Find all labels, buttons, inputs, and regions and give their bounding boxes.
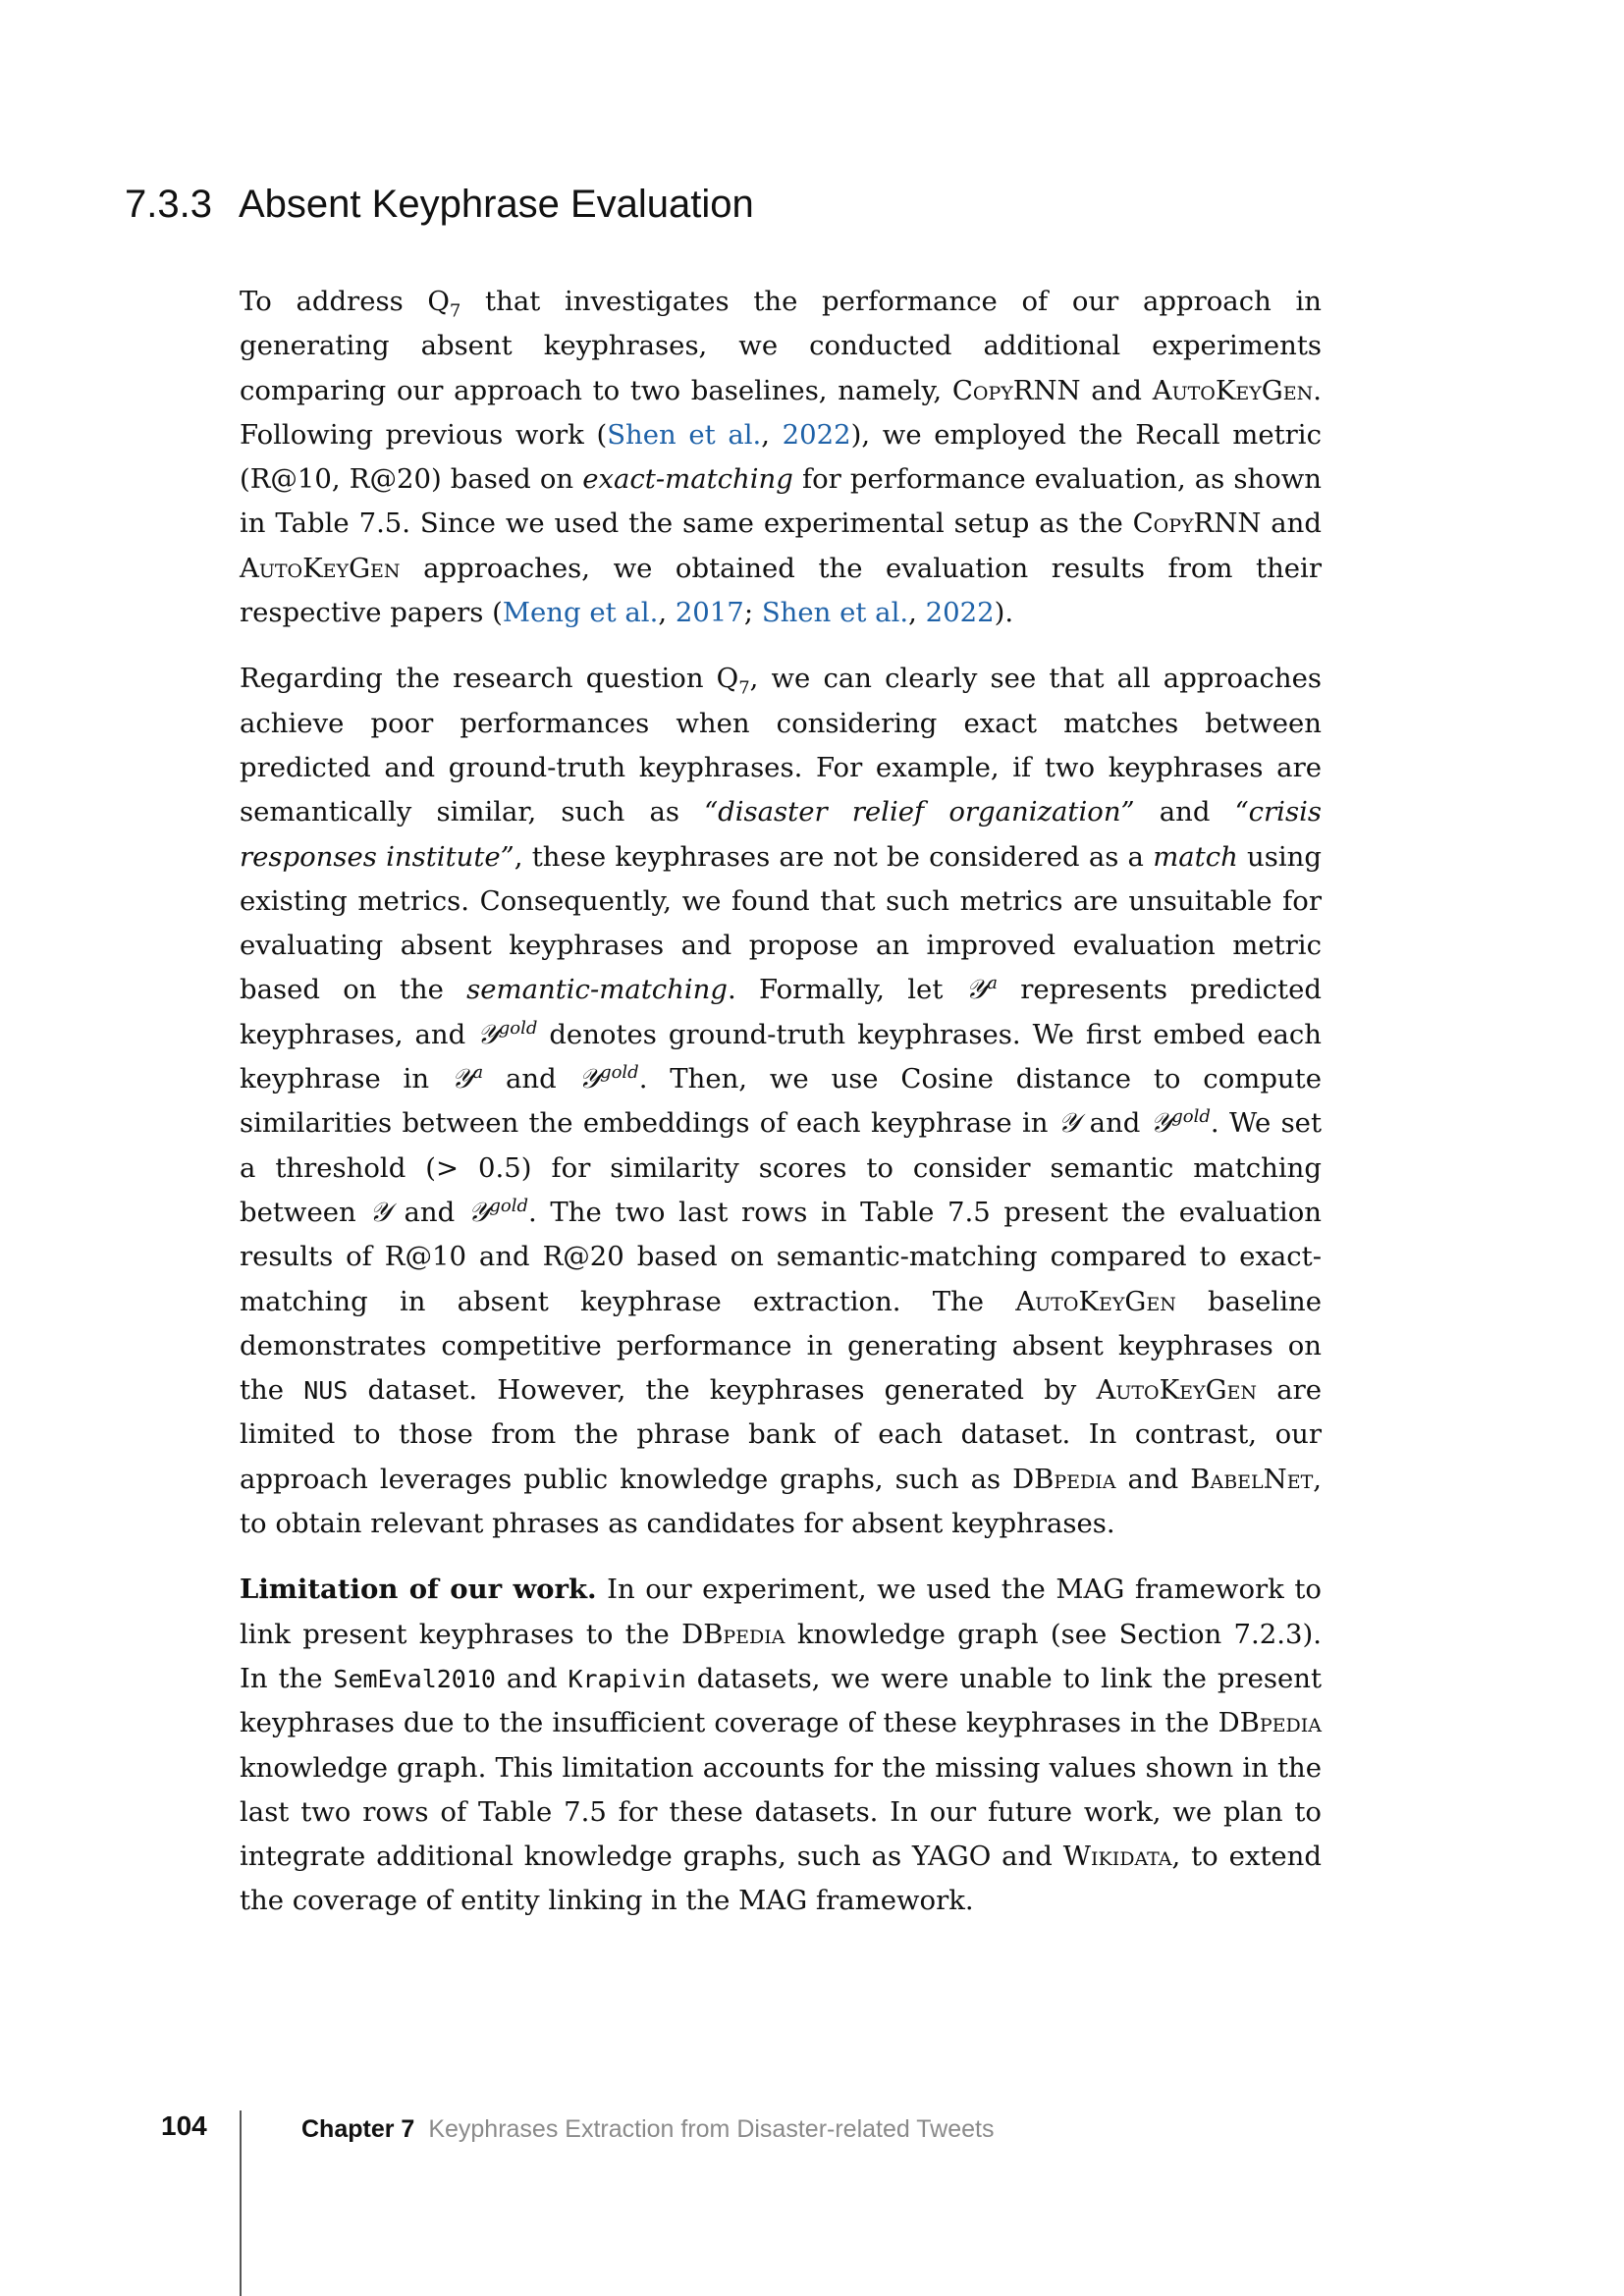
chapter-title: Keyphrases Extraction from Disaster-related Tweets xyxy=(428,2115,995,2143)
citation-link[interactable]: 2022 xyxy=(782,418,851,451)
paragraph-limitation: Limitation of our work. In our experiment, we used the MAG framework to link present keyphrases to the DBpedia knowledge graph (see Section 7.2.3). In the SemEval2010 and Krapivin datasets, we were unable to link the present keyphrases due to the insufficient coverage of these keyphrases in the DBpedia knowledge graph. This limitation accounts for the missing values shown in the last two rows of Table 7.5 for these datasets. In our future work, we plan to integrate additional knowledge graphs, such as YAGO and Wikidata, to extend the coverage of entity linking in the MAG framework. xyxy=(240,1574,1322,1917)
page-number: 104 xyxy=(161,2110,207,2141)
chapter-label: Chapter 7 xyxy=(301,2115,415,2143)
citation-link[interactable]: Meng et al. xyxy=(502,597,659,629)
citation-link[interactable]: Shen et al. xyxy=(761,597,909,629)
running-footer xyxy=(301,2115,994,2144)
autokeygen-name: AutoKeyGen xyxy=(1152,374,1314,406)
dataset-name: SemEval2010 xyxy=(333,1664,496,1693)
section-title: Absent Keyphrase Evaluation xyxy=(239,183,754,226)
copyrnn-name: CopyRNN xyxy=(951,374,1081,406)
dataset-name: NUS xyxy=(303,1376,349,1406)
paragraph-research-question: Regarding the research question $Q_7$, we can clearly see that all approaches achieve poor performances when considering exact matches between predicted and ground-truth keyphrases. For example, if two keyphrases are semantically similar, such as “disaster relief organization” and “crisis responses institute”, these keyphrases are not be considered as a match using existing metrics. Consequently, we found that such metrics are unsuitable for evaluating absent keyphrases and propose an improved evaluation metric based on the semantic-matching. Formally, let 𝒴$^a$ represents predicted keyphrases, and 𝒴$^{gold}$ denotes ground-truth keyphrases. We first embed each keyphrase in 𝒴$^a$ and 𝒴$^{gold}$. Then, we use Cosine distance to compute similarities between the embeddings of each keyphrase in 𝒴 and 𝒴$^{gold}$. We set a threshold (> 0.5) for similarity scores to consider semantic matching between 𝒴 and 𝒴$^{gold}$. The two last rows in Table 7.5 present the evaluation results of R@10 and R@20 based on semantic-matching compared to exact-matching in absent keyphrase extraction. The AutoKeyGen baseline demonstrates competitive performance in generating absent keyphrases on the NUS dataset. However, the keyphrases generated by AutoKeyGen are limited to those from the phrase bank of each dataset. In contrast, our approach leverages public knowledge graphs, such as DBpedia and BabelNet, to obtain relevant phrases as candidates for absent keyphrases. xyxy=(240,663,1323,1540)
limitation-heading: Limitation of our work. xyxy=(240,1574,597,1606)
body-text xyxy=(240,280,1322,1924)
footer-divider xyxy=(240,2110,242,2296)
citation-link[interactable]: 2022 xyxy=(925,597,995,629)
section-number: 7.3.3 xyxy=(125,183,212,226)
citation-link[interactable]: 2017 xyxy=(675,597,744,629)
dataset-name: Krapivin xyxy=(568,1664,686,1693)
section-heading xyxy=(125,183,754,227)
paragraph-intro: To address $Q_7$ that investigates the performance of our approach in generating absent keyphrases, we conducted additional experiments comparing our approach to two baselines, namely, CopyRNN and AutoKeyGen. Following previous work (Shen et al., 2022), we employed the Recall metric (R@10, R@20) based on exact-matching for performance evaluation, as shown in Table 7.5. Since we used the same experimental setup as the CopyRNN and AutoKeyGen approaches, we obtained the evaluation results from their respective papers (Meng et al., 2017; Shen et al., 2022). xyxy=(240,286,1323,629)
citation-link[interactable]: Shen et al. xyxy=(607,418,762,451)
